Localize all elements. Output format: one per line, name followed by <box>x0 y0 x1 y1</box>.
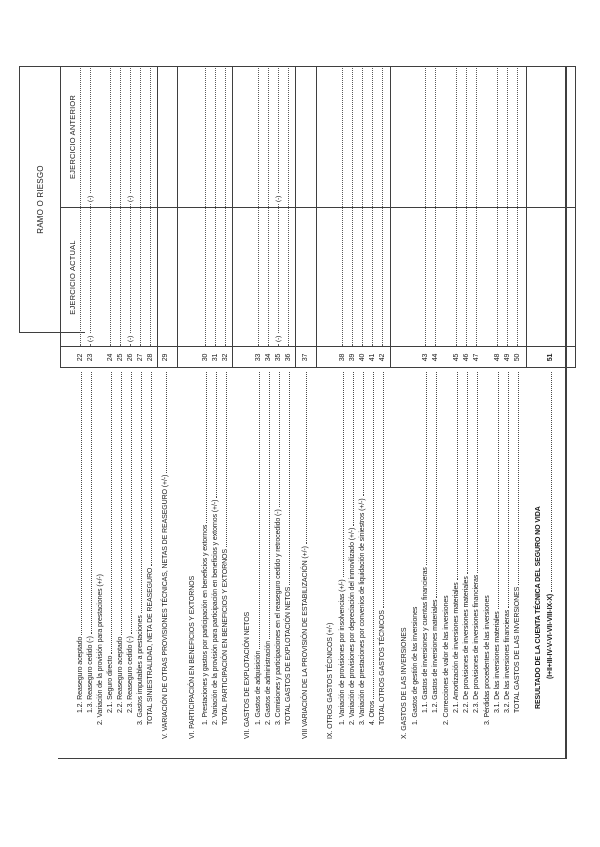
row-number: 26 <box>127 353 134 362</box>
negative-sign-anterior-cell: (-) <box>87 195 94 202</box>
grid-leader-line <box>225 68 226 346</box>
row-label <box>534 506 544 709</box>
row-number: 43 <box>422 353 429 362</box>
leader-dots <box>128 372 132 634</box>
row-label <box>431 370 441 713</box>
row-number: 35 <box>275 353 282 362</box>
row-label-text: TOTAL PARTICIPACIÓN EN BENEFICIOS Y EXTORNOS <box>222 549 229 725</box>
leader-dots <box>515 372 519 585</box>
form-row <box>442 0 452 847</box>
row-label-text: 3. Variación de prestaciones por convenios de liquidación de siniestros (+/-) <box>359 498 366 725</box>
row-label-text: X. GASTOS DE LAS INVERSIONES <box>401 627 408 739</box>
row-number: 34 <box>265 353 272 362</box>
row-label <box>546 370 556 679</box>
row-number: 37 <box>302 353 309 362</box>
grid-leader-line <box>258 68 259 346</box>
leader-dots <box>360 372 364 496</box>
row-label-text: (I+II+III-IV-V-VI-VII-VIII-IX-X) <box>547 593 554 679</box>
leader-dots <box>78 372 82 635</box>
row-number: 40 <box>359 353 366 362</box>
row-label-text: 2. Variación de la provisión para participación en beneficios y extornos (+/-) <box>212 499 219 725</box>
form-row <box>431 0 441 847</box>
form-row <box>452 0 462 847</box>
grid-leader-line <box>90 68 91 346</box>
form-row <box>358 0 368 847</box>
row-label-text: 2.3. De provisiones de inversiones financieras <box>473 574 480 713</box>
row-label <box>442 595 452 725</box>
form-row <box>188 0 198 847</box>
row-number: 49 <box>504 353 511 362</box>
leader-dots <box>108 372 112 654</box>
row-label <box>211 370 221 725</box>
row-number: 22 <box>77 353 84 362</box>
form-row <box>411 0 421 847</box>
row-label <box>301 370 311 739</box>
table-bottom-thick-border <box>565 66 567 759</box>
form-row <box>86 0 96 847</box>
form-row <box>76 0 86 847</box>
form-row <box>274 0 284 847</box>
row-label-text: VI. PARTICIPACIÓN EN BENEFICIOS Y EXTORNOS <box>189 575 196 739</box>
row-label-text: 1. Gastos de adquisición <box>255 650 262 725</box>
form-row <box>378 0 388 847</box>
form-row <box>503 0 513 847</box>
form-row <box>211 0 221 847</box>
form-row <box>483 0 493 847</box>
row-label-text: VIII VARIACIÓN DE LA PROVISIÓN DE ESTABILIZACIÓN (+/-) <box>302 546 309 739</box>
grid-leader-line <box>130 68 131 346</box>
row-label-text: 4. Otros <box>369 700 376 725</box>
row-label-text: 3. Pérdidas procedentes de las inversiones <box>484 595 491 725</box>
form-row <box>493 0 503 847</box>
form-row <box>534 0 544 847</box>
row-label-text: 2. Gastos de administración <box>265 640 272 725</box>
row-label-text: 1.2. Reaseguro aceptado <box>77 636 84 713</box>
leader-dots <box>380 372 384 608</box>
section-divider-line <box>157 66 158 368</box>
row-label <box>368 370 378 725</box>
row-number: 39 <box>349 353 356 362</box>
leader-dots <box>474 372 478 573</box>
form-row <box>146 0 156 847</box>
row-number: 36 <box>285 353 292 362</box>
section-divider-line <box>390 66 391 368</box>
row-number: 33 <box>255 353 262 362</box>
form-row <box>400 0 410 847</box>
row-label-text: 1.3. Reaseguro cedido (-) <box>87 636 94 713</box>
form-row <box>201 0 211 847</box>
row-label-text: TOTAL OTROS GASTOS TÉCNICOS <box>379 610 386 725</box>
grid-leader-line <box>205 68 206 346</box>
grid-leader-line <box>288 68 289 346</box>
row-number: 42 <box>379 353 386 362</box>
form-row <box>368 0 378 847</box>
row-label-text: 3. Gastos imputables a prestaciones <box>137 615 144 725</box>
table-bottom-outer-border <box>575 66 576 368</box>
grid-leader-line <box>517 68 518 346</box>
row-number: 23 <box>87 353 94 362</box>
row-number: 27 <box>137 353 144 362</box>
row-number: 45 <box>453 353 460 362</box>
row-label <box>161 370 171 739</box>
form-row <box>254 0 264 847</box>
form-row <box>126 0 136 847</box>
row-label-text: 2.1. Amortización de inversiones materiales <box>453 582 460 713</box>
form-row <box>513 0 523 847</box>
leader-dots <box>350 372 354 526</box>
row-label <box>243 612 253 739</box>
row-label <box>264 370 274 725</box>
leader-dots <box>340 372 344 577</box>
row-number: 30 <box>202 353 209 362</box>
leader-dots <box>505 372 509 608</box>
section-divider-line <box>177 66 178 368</box>
row-label-text: 1.2. Gastos de inversiones materiales <box>432 599 439 713</box>
row-label-text: 2. Variación de la provisión para prestaciones (+/-) <box>97 574 104 725</box>
grid-leader-line <box>150 68 151 346</box>
row-label <box>274 370 284 725</box>
row-label <box>421 370 431 713</box>
row-label-text: 2.2. De provisiones de inversiones materiales <box>463 576 470 713</box>
row-number: 51 <box>547 353 554 362</box>
row-label <box>503 370 513 713</box>
row-number: 28 <box>147 353 154 362</box>
grid-leader-line <box>372 68 373 346</box>
row-label-text: IX. OTROS GASTOS TÉCNICOS (+/-) <box>327 622 334 739</box>
row-label <box>452 370 462 713</box>
grid-leader-line <box>425 68 426 346</box>
form-row <box>462 0 472 847</box>
row-label <box>462 370 472 713</box>
form-row <box>301 0 311 847</box>
column-header-ejercicio-actual: EJERCICIO ACTUAL <box>68 240 77 315</box>
row-label-text: 3.2. De las inversiones financieras <box>504 609 511 713</box>
negative-sign-actual-cell: (-) <box>275 335 282 342</box>
header-ramo-o-riesgo: RAMO O RIESGO <box>35 165 45 234</box>
form-row <box>96 0 106 847</box>
grid-leader-line <box>507 68 508 346</box>
leader-dots <box>423 372 427 565</box>
row-label <box>146 370 156 725</box>
row-label <box>378 370 388 725</box>
section-divider-line <box>232 66 233 368</box>
row-label-text: 2. Variación de provisiones por depreciación del inmovilizado (+/-) <box>349 527 356 725</box>
row-label <box>483 595 493 725</box>
row-label <box>106 370 116 713</box>
row-label-text: 1. Prestaciones y gastos por participación en beneficios y extornos <box>202 524 209 725</box>
form-row <box>243 0 253 847</box>
row-label <box>188 576 198 739</box>
leader-dots <box>148 372 152 566</box>
row-label <box>254 370 264 725</box>
row-label <box>411 607 421 725</box>
negative-sign-anterior-cell: (-) <box>275 195 282 202</box>
form-row <box>284 0 294 847</box>
form-row <box>106 0 116 847</box>
form-row <box>221 0 231 847</box>
grid-leader-line <box>466 68 467 346</box>
grid-leader-line <box>435 68 436 346</box>
leader-dots <box>433 372 437 598</box>
grid-leader-line <box>382 68 383 346</box>
row-label <box>348 370 358 725</box>
row-label <box>76 370 86 713</box>
row-label-text: TOTAL GASTOS DE LAS INVERSIONES <box>514 586 521 713</box>
row-number: 24 <box>107 353 114 362</box>
grid-leader-line <box>110 68 111 346</box>
row-label-text: 2.2. Reaseguro aceptado <box>117 636 124 713</box>
row-label <box>472 370 482 713</box>
grid-leader-line <box>476 68 477 346</box>
row-label <box>96 574 106 725</box>
section-divider-line <box>316 66 317 368</box>
grid-leader-line <box>497 68 498 346</box>
grid-leader-line <box>80 68 81 346</box>
row-label-text: 2. Correcciones de valor de las inversiones <box>443 595 450 725</box>
leader-dots <box>464 372 468 574</box>
row-label <box>86 370 96 713</box>
row-number: 25 <box>117 353 124 362</box>
leader-dots <box>213 372 217 498</box>
row-number: 41 <box>369 353 376 362</box>
row-label <box>126 370 136 713</box>
leader-dots <box>266 372 270 639</box>
leader-dots <box>223 372 227 547</box>
row-label-text: VII. GASTOS DE EXPLOTACIÓN NETOS <box>244 611 251 739</box>
grid-leader-line <box>352 68 353 346</box>
leader-dots <box>303 372 307 544</box>
row-label <box>513 370 523 713</box>
grid-leader-line <box>456 68 457 346</box>
grid-leader-line <box>140 68 141 346</box>
row-label-text: 3.1. De las inversiones materiales <box>494 611 501 713</box>
row-label <box>326 623 336 739</box>
row-label-text: 3. Comisiones y participaciones en el reaseguro cedido y retrocedido (-) <box>275 509 282 725</box>
row-label-text: TOTAL SINIESTRALIDAD, NETA DE REASEGURO <box>147 567 154 725</box>
row-label <box>136 370 146 725</box>
grid-leader-line <box>268 68 269 346</box>
row-label-text: 1. Gastos de gestión de las inversiones <box>412 606 419 725</box>
leader-dots <box>276 372 280 507</box>
row-number: 50 <box>514 353 521 362</box>
negative-sign-actual-cell: (-) <box>127 335 134 342</box>
form-row <box>338 0 348 847</box>
form-row <box>326 0 336 847</box>
form-row <box>136 0 146 847</box>
row-number: 31 <box>212 353 219 362</box>
form-row <box>264 0 274 847</box>
row-label <box>358 370 368 725</box>
leader-dots <box>370 372 374 699</box>
negative-sign-anterior-cell: (-) <box>127 195 134 202</box>
grid-leader-line <box>342 68 343 346</box>
row-label-text: 1. Variación de provisiones por insolvencias (+/-) <box>339 579 346 725</box>
row-number: 48 <box>494 353 501 362</box>
grid-leader-line <box>362 68 363 346</box>
row-label <box>284 370 294 725</box>
leader-dots <box>454 372 458 580</box>
row-label <box>400 628 410 739</box>
leader-dots <box>118 372 122 635</box>
row-number: 32 <box>222 353 229 362</box>
row-label-text: 1.1. Gastos de inversiones y cuentas financieras <box>422 567 429 713</box>
row-number: 38 <box>339 353 346 362</box>
row-label <box>493 370 503 713</box>
row-number: 44 <box>432 353 439 362</box>
form-row <box>421 0 431 847</box>
leader-dots <box>138 372 142 613</box>
row-label-text: 2.1. Seguro directo <box>107 655 114 713</box>
row-number: 29 <box>162 353 169 362</box>
grid-leader-line <box>278 68 279 346</box>
row-label-text: V. VARIACIÓN DE OTRAS PROVISIONES TÉCNICAS, NETAS DE REASEGURO (+/-) <box>162 474 169 739</box>
form-row <box>546 0 556 847</box>
row-number: 47 <box>473 353 480 362</box>
grid-leader-line <box>120 68 121 346</box>
column-header-ejercicio-anterior: EJERCICIO ANTERIOR <box>68 94 77 180</box>
row-label-text: RESULTADO DE LA CUENTA TÉCNICA DEL SEGURO NO VIDA <box>535 506 542 709</box>
leader-dots <box>495 372 499 609</box>
form-row <box>472 0 482 847</box>
row-label-text: TOTAL GASTOS DE EXPLOTACIÓN NETOS <box>285 586 292 725</box>
leader-dots <box>256 372 260 649</box>
row-label <box>116 370 126 713</box>
row-number: 46 <box>463 353 470 362</box>
section-divider-line <box>526 66 527 368</box>
leader-dots <box>203 372 207 523</box>
negative-sign-actual-cell: (-) <box>87 335 94 342</box>
form-row <box>116 0 126 847</box>
row-label <box>221 370 231 725</box>
leader-dots <box>286 372 290 585</box>
leader-dots <box>163 372 167 473</box>
row-label <box>201 370 211 725</box>
row-label-text: 2.3. Reaseguro cedido (-) <box>127 636 134 713</box>
row-label <box>338 370 348 725</box>
section-divider-line <box>295 66 296 368</box>
leader-dots <box>88 372 92 634</box>
form-row <box>348 0 358 847</box>
leader-dots <box>548 372 552 592</box>
form-row <box>161 0 171 847</box>
grid-leader-line <box>215 68 216 346</box>
